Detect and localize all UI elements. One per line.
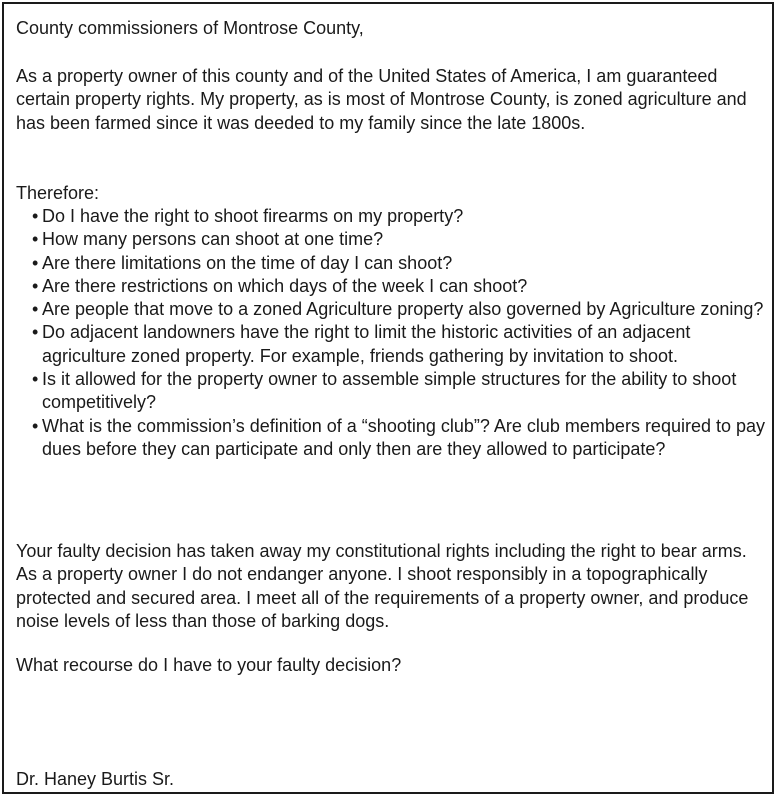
recourse-question: What recourse do I have to your faulty decision? [16,655,402,675]
question-text: What is the commission’s definition of a “shooting club”? Are club members required to pay dues before they can participate and only then are they allowed to participate? [42,415,766,459]
question-item [16,298,766,321]
bullet-icon: • [32,252,39,273]
therefore-heading: Therefore: [16,183,100,203]
question-item [16,321,766,368]
bullet-icon: • [32,275,39,296]
bullet-icon: • [32,299,39,320]
intro-paragraph: As a property owner of this county and of the United States of America, I am guaranteed certain property rights. My property, as is most of Montrose County, is zoned agriculture and has been farmed since it was deeded to my family since the late 1800s. [16,66,747,133]
question-text: Do I have the right to shoot firearms on my property? [42,206,464,226]
salutation: County commissioners of Montrose County, [16,18,364,38]
question-item [16,205,766,228]
bullet-icon: • [32,322,39,343]
letter-frame [2,2,774,794]
question-item [16,415,766,462]
signature: Dr. Haney Burtis Sr. [16,769,175,789]
question-text: Is it allowed for the property owner to assemble simple structures for the ability to shoot competitively? [42,369,737,413]
question-text: Do adjacent landowners have the right to limit the historic activities of an adjacent agriculture zoned property. For example, friends gathering by invitation to shoot. [42,322,691,366]
bullet-icon: • [32,369,39,390]
question-list [16,205,766,461]
question-text: Are there limitations on the time of day I can shoot? [42,252,453,273]
bullet-icon: • [32,229,39,250]
question-text: Are there restrictions on which days of the week I can shoot? [42,275,528,296]
question-text: Are people that move to a zoned Agriculture property also governed by Agriculture zoning? [42,299,764,320]
question-item [16,368,766,415]
question-text: How many persons can shoot at one time? [42,229,384,250]
question-item [16,228,766,251]
question-item [16,275,766,298]
bullet-icon: • [32,206,39,226]
bullet-icon: • [32,415,39,436]
closing-paragraph: Your faulty decision has taken away my constitutional rights including the right to bear arms. As a property owner I do not endanger anyone. I shoot responsibly in a topographically protected and secured area. I meet all of the requirements of a property owner, and produce noise levels of less than those of barking dogs. [16,541,749,631]
question-item [16,252,766,275]
